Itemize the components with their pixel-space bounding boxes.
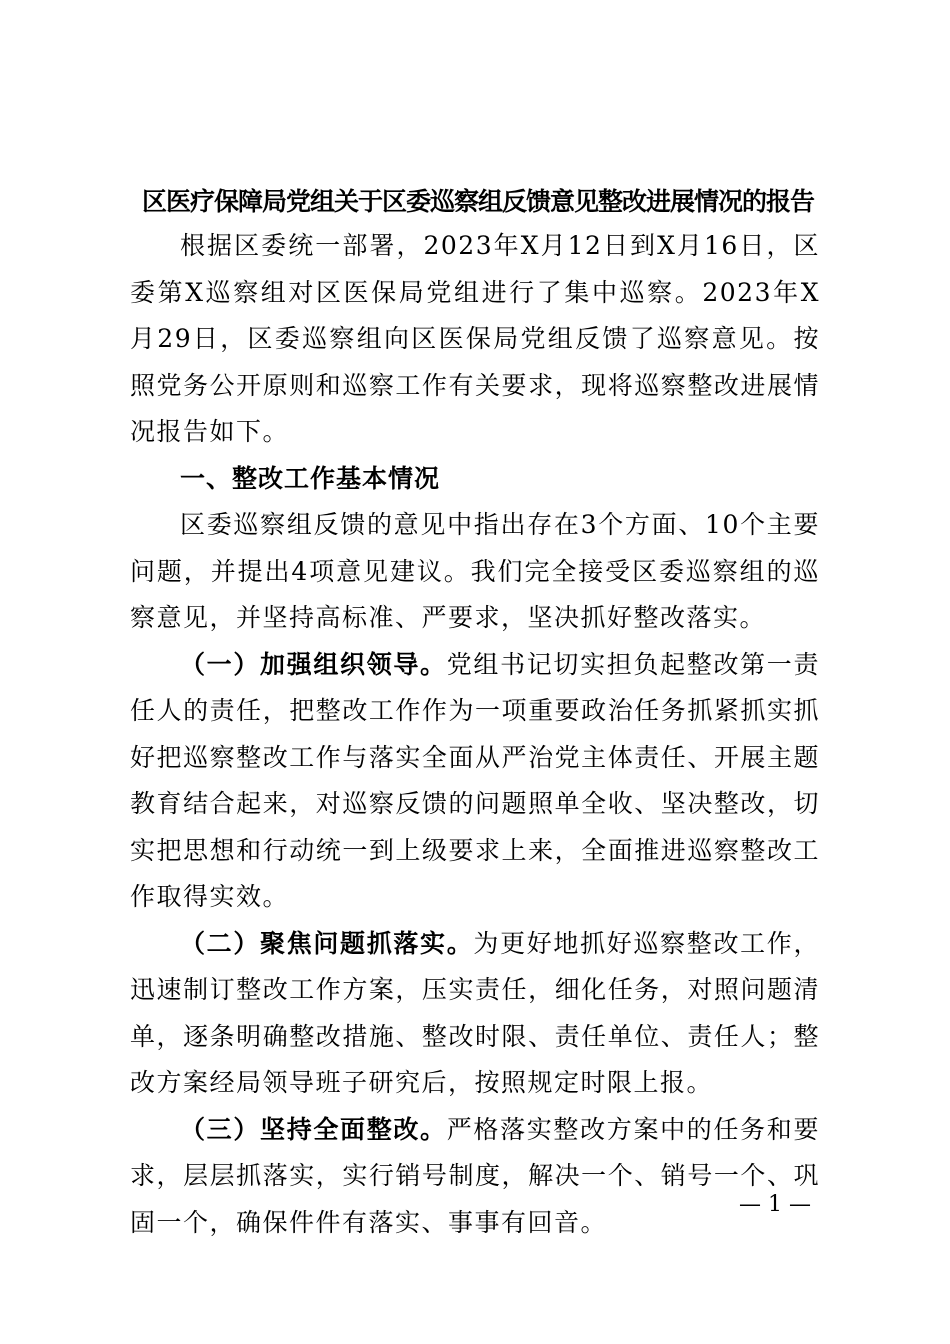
section-paragraph: 区委巡察组反馈的意见中指出存在3个方面、10个主要问题，并提出4项意见建议。我们完全接受区委巡察组的巡察意见，并坚持高标准、严要求，坚决抓好整改落实。: [130, 510, 820, 632]
page-number: — 1 —: [739, 1192, 811, 1217]
section-heading: 一、整改工作基本情况: [180, 463, 441, 493]
document-body: [130, 223, 820, 1246]
item-heading-3: （三）坚持全面整改。: [180, 1114, 447, 1144]
intro-paragraph: 根据区委统一部署，2023年X月12日到X月16日，区委第X巡察组对区医保局党组进行了集中巡察。2023年X月29日，区委巡察组向区医保局党组反馈了巡察意见。按照党务公开原则和巡察工作有关要求，现将巡察整改进展情况报告如下。: [130, 231, 820, 446]
item-paragraph-2: [130, 921, 820, 1107]
document-title: 区医疗保障局党组关于区委巡察组反馈意见整改进展情况的报告: [141, 187, 814, 216]
item-text-3: 严格落实整改方案中的任务和要求，层层抓落实，实行销号制度，解决一个、销号一个、巩固一个，确保件件有落实、事事有回音。: [130, 1114, 820, 1237]
item-heading-1: （一）加强组织领导。: [180, 649, 447, 679]
item-heading-2: （二）聚焦问题抓落实。: [180, 928, 474, 958]
item-text-2: 为更好地抓好巡察整改工作，迅速制订整改工作方案，压实责任，细化任务，对照问题清单，逐条明确整改措施、整改时限、责任单位、责任人；整改方案经局领导班子研究后，按照规定时限上报。: [130, 928, 820, 1097]
item-paragraph-3: [130, 1107, 820, 1247]
item-paragraph-1: [130, 642, 820, 921]
item-text-1: 党组书记切实担负起整改第一责任人的责任，把整改工作作为一项重要政治任务抓紧抓实抓好把巡察整改工作与落实全面从严治党主体责任、开展主题教育结合起来，对巡察反馈的问题照单全收、坚决整改，切实把思想和行动统一到上级要求上来，全面推进巡察整改工作取得实效。: [130, 649, 820, 911]
